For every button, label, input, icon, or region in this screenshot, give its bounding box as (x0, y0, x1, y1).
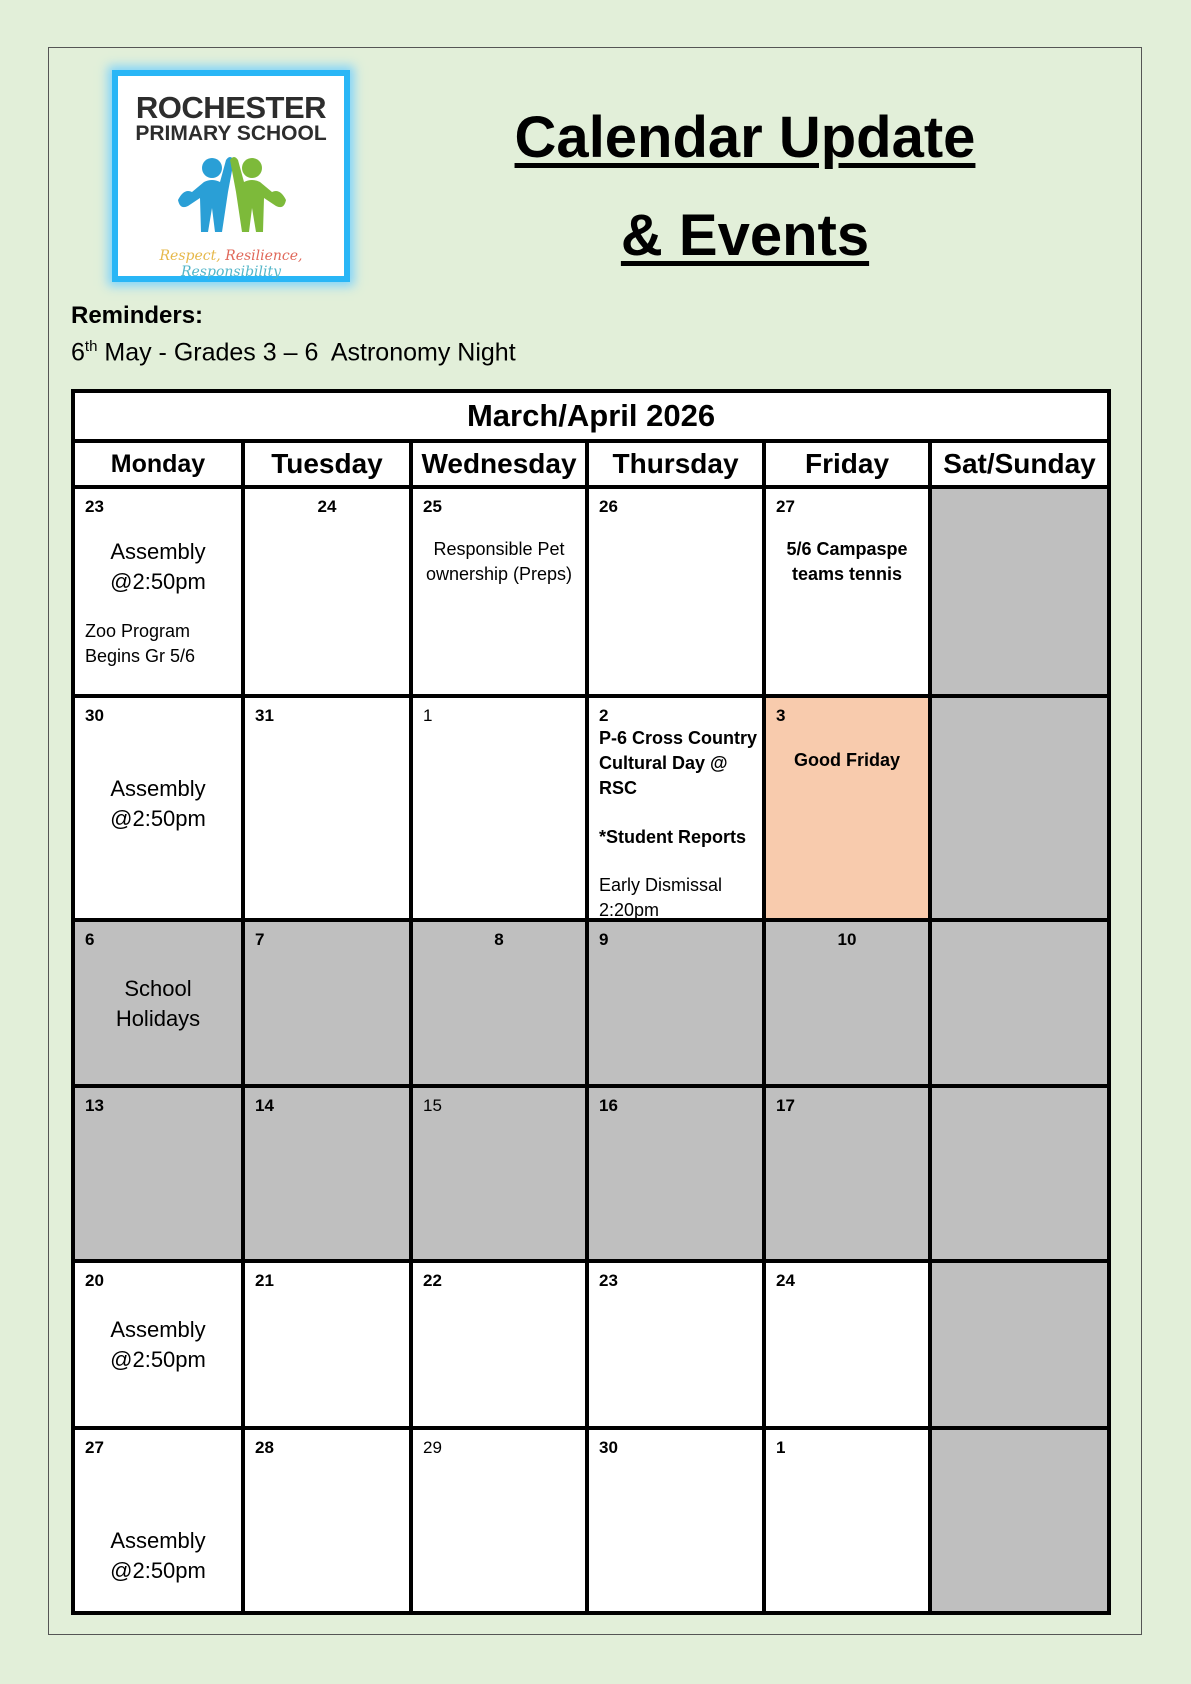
day-number: 30 (599, 1438, 618, 1457)
weekend-cell (930, 920, 1109, 1086)
event-responsible-pet (417, 537, 581, 587)
calendar-day-cell (411, 1086, 587, 1261)
calendar-day-cell (587, 1086, 764, 1261)
reminder-day-suffix: th (84, 338, 98, 355)
event-line: Zoo Program (85, 621, 191, 641)
event-assembly (79, 1315, 237, 1375)
day-number: 25 (423, 497, 442, 516)
calendar-day-cell (243, 1086, 411, 1261)
calendar-week-row (73, 1261, 1109, 1428)
calendar-day-cell (411, 696, 587, 920)
calendar-day-cell (411, 920, 587, 1086)
calendar-day-cell (243, 487, 411, 696)
logo-motto (118, 248, 344, 280)
day-number: 20 (85, 1271, 104, 1290)
logo-motto-responsibility: Responsibility (180, 264, 281, 280)
day-number: 7 (255, 930, 265, 949)
calendar-day-cell (764, 1428, 930, 1613)
logo-figures-icon (170, 148, 294, 236)
event-assembly (79, 774, 237, 834)
event-line: 2:20pm (599, 900, 660, 920)
event-campaspe-tennis (770, 537, 924, 587)
weekend-cell (930, 1428, 1109, 1613)
calendar-day-cell (73, 696, 243, 920)
event-line: Assembly (110, 1528, 206, 1553)
event-line: Assembly (110, 539, 206, 564)
calendar-day-cell (73, 1428, 243, 1613)
day-number: 23 (85, 497, 104, 516)
calendar-week-row (73, 487, 1109, 696)
logo-motto-resilience: Resilience, (225, 248, 303, 264)
day-number: 31 (255, 706, 274, 725)
calendar-week-row (73, 1086, 1109, 1261)
event-zoo-program (85, 619, 237, 669)
calendar-day-cell (411, 487, 587, 696)
calendar-table (71, 389, 1111, 1615)
calendar-day-cell (243, 696, 411, 920)
event-early-dismissal (599, 873, 758, 923)
calendar-day-cell-good-friday (764, 696, 930, 920)
calendar-day-cell (73, 1086, 243, 1261)
day-header-monday: Monday (73, 441, 243, 487)
event-line: Early Dismissal (599, 875, 723, 895)
event-assembly (79, 1526, 237, 1586)
event-line: School (124, 976, 192, 1001)
event-line: Assembly (110, 1317, 206, 1342)
weekend-cell (930, 1261, 1109, 1428)
day-number: 14 (255, 1096, 274, 1115)
day-header-thursday: Thursday (587, 441, 764, 487)
day-number: 24 (317, 497, 337, 516)
page-title-line1: Calendar Update (514, 105, 976, 170)
event-line: Holidays (115, 1006, 201, 1031)
calendar-day-cell (73, 487, 243, 696)
day-number: 1 (776, 1438, 786, 1457)
day-number: 30 (85, 706, 104, 725)
event-line: Begins Gr 5/6 (85, 646, 196, 666)
reminder-text: May - Grades 3 – 6 Astronomy Night (97, 338, 516, 367)
event-line: 5/6 Campaspe (786, 539, 908, 559)
calendar-day-cell (764, 1086, 930, 1261)
calendar-week-row (73, 1428, 1109, 1613)
day-number: 17 (776, 1096, 795, 1115)
school-logo (112, 70, 350, 282)
reminder-day: 6 (71, 338, 85, 367)
calendar-day-cell (587, 1428, 764, 1613)
day-number: 9 (599, 930, 609, 949)
calendar-day-cell (587, 920, 764, 1086)
event-line: *Student Reports (599, 827, 747, 847)
day-number: 21 (255, 1271, 274, 1290)
day-number: 22 (423, 1271, 442, 1290)
event-line: Assembly (110, 776, 206, 801)
day-header-friday: Friday (764, 441, 930, 487)
day-number: 13 (85, 1096, 104, 1115)
event-good-friday: Good Friday (793, 750, 900, 770)
event-line: Cultural Day @ (599, 753, 728, 773)
calendar-day-cell (587, 696, 764, 920)
calendar-day-cell (764, 487, 930, 696)
calendar-day-cell (764, 1261, 930, 1428)
event-line: @2:50pm (110, 1347, 206, 1372)
event-line: teams tennis (791, 564, 903, 584)
day-number: 2 (599, 706, 609, 725)
event-line: RSC (599, 778, 638, 798)
calendar-week-row (73, 920, 1109, 1086)
day-number: 3 (776, 706, 786, 725)
calendar-day-cell (73, 920, 243, 1086)
page-title-line2: & Events (620, 203, 870, 268)
day-number: 27 (85, 1438, 104, 1457)
day-number: 27 (776, 497, 795, 516)
calendar-month-title: March/April 2026 (73, 391, 1109, 441)
calendar-day-cell (243, 1261, 411, 1428)
day-number: 28 (255, 1438, 274, 1457)
day-number: 15 (423, 1096, 442, 1115)
logo-name-line2: PRIMARY SCHOOL (135, 122, 327, 145)
day-header-tuesday: Tuesday (243, 441, 411, 487)
event-line: @2:50pm (110, 569, 206, 594)
event-student-reports (599, 825, 758, 850)
reminders-label: Reminders: (71, 302, 204, 329)
weekend-cell (930, 1086, 1109, 1261)
day-number: 24 (776, 1271, 795, 1290)
logo-name-line1: ROCHESTER (135, 90, 327, 125)
day-number: 6 (85, 930, 95, 949)
day-number: 16 (599, 1096, 618, 1115)
day-number: 29 (423, 1438, 442, 1457)
logo-motto-respect: Respect, (159, 248, 221, 264)
calendar-day-cell (243, 1428, 411, 1613)
calendar-week-row (73, 696, 1109, 920)
weekend-cell (930, 487, 1109, 696)
event-line: Responsible Pet (433, 539, 565, 559)
day-number: 26 (599, 497, 618, 516)
calendar-day-cell (587, 1261, 764, 1428)
day-number: 23 (599, 1271, 618, 1290)
calendar-day-cell (243, 920, 411, 1086)
event-line: P-6 Cross Country (599, 728, 758, 748)
event-line: @2:50pm (110, 1558, 206, 1583)
event-line: ownership (Preps) (425, 564, 573, 584)
calendar-day-cell (764, 920, 930, 1086)
day-number: 8 (494, 930, 504, 949)
weekend-cell (930, 696, 1109, 920)
day-number: 10 (837, 930, 857, 949)
calendar-day-cell (587, 487, 764, 696)
calendar-day-cell (411, 1261, 587, 1428)
calendar-day-cell (73, 1261, 243, 1428)
event-cross-country (599, 726, 758, 801)
event-line: @2:50pm (110, 806, 206, 831)
day-header-wednesday: Wednesday (411, 441, 587, 487)
event-school-holidays (79, 974, 237, 1034)
reminder-item (71, 338, 516, 367)
calendar-day-cell (411, 1428, 587, 1613)
day-header-sat-sunday: Sat/Sunday (930, 441, 1109, 487)
event-assembly (79, 537, 237, 597)
day-number: 1 (423, 706, 433, 725)
